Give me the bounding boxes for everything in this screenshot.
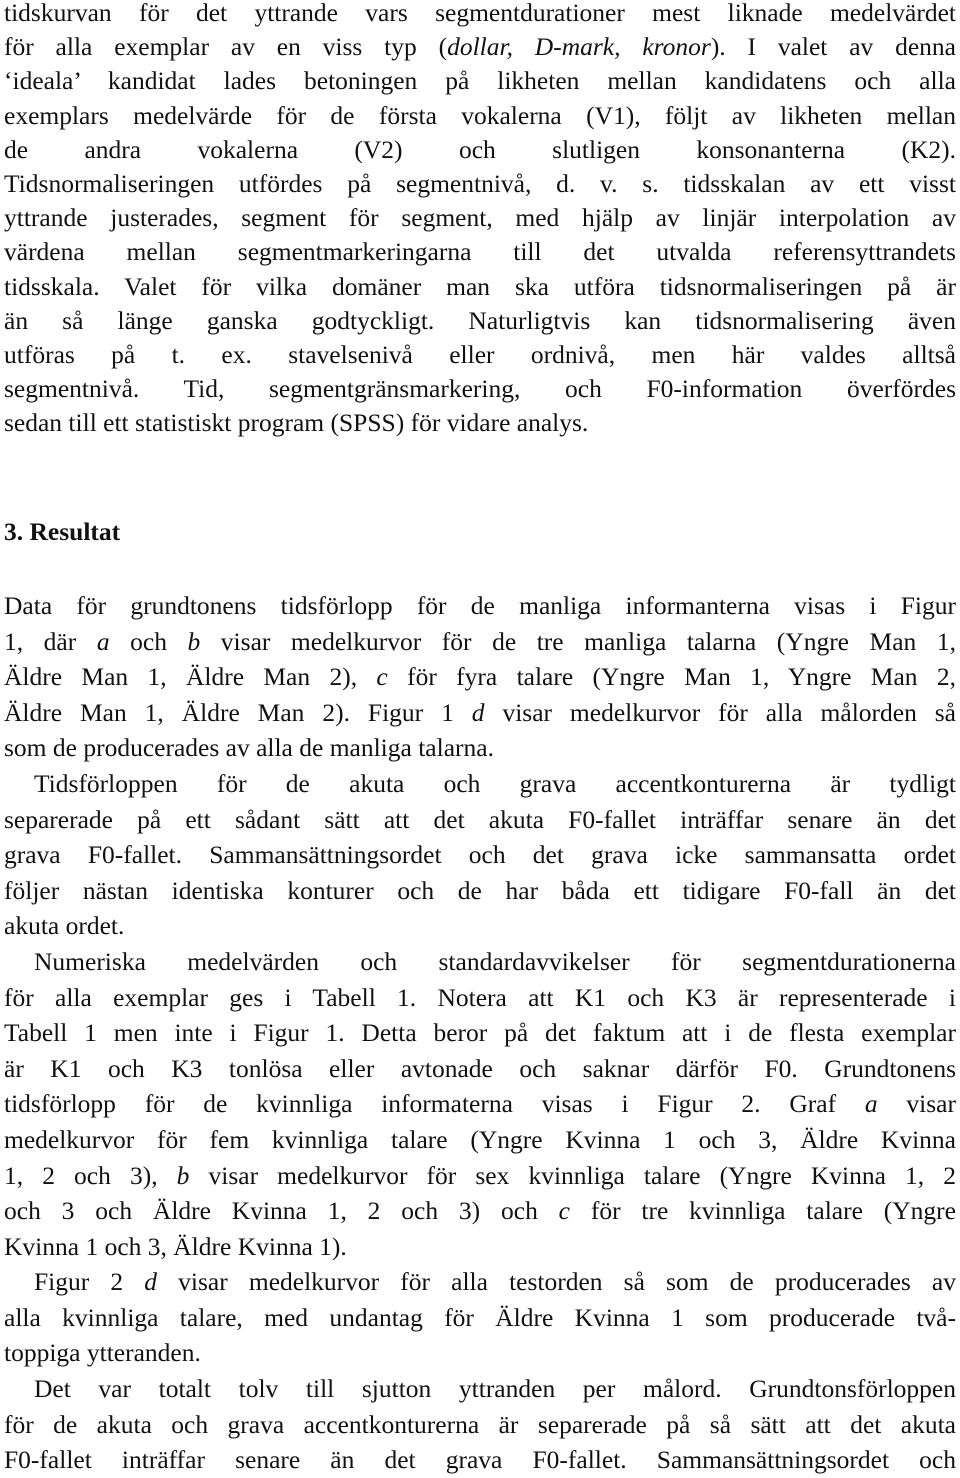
text-line: 1, 2 och 3), b visar medelkurvor för sex kvinnliga talare (Yngre Kvinna 1, 2 <box>4 1160 956 1190</box>
text-line: Kvinna 1 och 3, Äldre Kvinna 1). <box>4 1231 347 1261</box>
text-line: segmentnivå. Tid, segmentgränsmarkering, och F0-information överfördes <box>4 374 956 404</box>
text-line: för alla exemplar av en viss typ (dollar, D-mark, kronor). I valet av denna <box>4 32 956 62</box>
text-line: än så länge ganska godtyckligt. Naturligtvis kan tidsnormalisering även <box>4 305 956 335</box>
text-line: Tabell 1 men inte i Figur 1. Detta beror på det faktum att i de flesta exemplar <box>4 1018 956 1048</box>
text-line: alla kvinnliga talare, med undantag för Äldre Kvinna 1 som producerade två- <box>4 1302 956 1332</box>
text-line: Data för grundtonens tidsförlopp för de manliga informanterna visas i Figur <box>4 591 956 620</box>
text-line: är K1 och K3 tonlösa eller avtonade och saknar därför F0. Grundtonens <box>4 1053 956 1083</box>
text-line: utföras på t. ex. stavelsenivå eller ordnivå, men här valdes alltså <box>4 340 956 370</box>
text-line: exemplars medelvärde för de första vokalerna (V1), följt av likheten mellan <box>4 100 956 130</box>
text-line: grava F0-fallet. Sammansättningsordet och det grava icke sammansatta ordet <box>4 840 956 870</box>
text-line: tidsförlopp för de kvinnliga informaterna visas i Figur 2. Graf a visar <box>4 1089 956 1119</box>
text-line: för alla exemplar ges i Tabell 1. Notera att K1 och K3 är representerade i <box>4 982 956 1012</box>
text-line: Figur 2 d visar medelkurvor för alla testorden så som de producerades av <box>34 1267 957 1297</box>
text-line: Äldre Man 1, Äldre Man 2). Figur 1 d visar medelkurvor för alla målorden så <box>4 697 957 727</box>
text-line: Tidsförloppen för de akuta och grava accentkonturerna är tydligt <box>34 768 956 798</box>
text-line: F0-fallet inträffar senare än det grava F0-fallet. Sammansättningsordet och <box>4 1445 956 1475</box>
text-line: ‘ideala’ kandidat lades betoningen på likheten mellan kandidatens och alla <box>4 66 956 96</box>
document-page <box>4 0 957 1475</box>
text-line: Det var totalt tolv till sjutton yttranden per målord. Grundtonsförloppen <box>34 1374 956 1404</box>
text-line: separerade på ett sådant sätt att det akuta F0-fallet inträffar senare än det <box>4 804 956 834</box>
text-line: för de akuta och grava accentkonturerna är separerade på så sätt att det akuta <box>4 1409 956 1439</box>
text-line: akuta ordet. <box>4 911 125 941</box>
text-line: 1, där a och b visar medelkurvor för de tre manliga talarna (Yngre Man 1, <box>4 626 956 656</box>
text-line: toppiga ytteranden. <box>4 1338 201 1368</box>
text-line: värdena mellan segmentmarkeringarna till det utvalda referensyttrandets <box>4 237 956 267</box>
text-line: medelkurvor för fem kvinnliga talare (Yngre Kvinna 1 och 3, Äldre Kvinna <box>4 1124 956 1154</box>
text-line: yttrande justerades, segment för segment, med hjälp av linjär interpolation av <box>4 203 956 233</box>
text-line: tidskurvan för det yttrande vars segmentdurationer mest liknade medelvärdet <box>4 0 956 27</box>
paragraph-method <box>4 0 956 441</box>
text-line: som de producerades av alla de manliga talarna. <box>4 733 494 763</box>
text-line: följer nästan identiska konturer och de har båda ett tidigare F0-fall än det <box>4 875 956 905</box>
text-line: tidsskala. Valet för vilka domäner man ska utföra tidsnormaliseringen på är <box>4 271 956 301</box>
text-line: Tidsnormaliseringen utfördes på segmentnivå, d. v. s. tidsskalan av ett visst <box>4 169 956 199</box>
text-line: de andra vokalerna (V2) och slutligen konsonanterna (K2). <box>4 134 956 164</box>
text-line: Äldre Man 1, Äldre Man 2), c för fyra talare (Yngre Man 1, Yngre Man 2, <box>4 662 956 692</box>
section-heading: 3. Resultat <box>4 517 121 546</box>
text-line: sedan till ett statistiskt program (SPSS) för vidare analys. <box>4 408 589 438</box>
text-line: Numeriska medelvärden och standardavvikelser för segmentdurationerna <box>34 946 956 976</box>
text-line: och 3 och Äldre Kvinna 1, 2 och 3) och c för tre kvinnliga talare (Yngre <box>4 1196 956 1226</box>
paragraph-results <box>4 588 956 1478</box>
